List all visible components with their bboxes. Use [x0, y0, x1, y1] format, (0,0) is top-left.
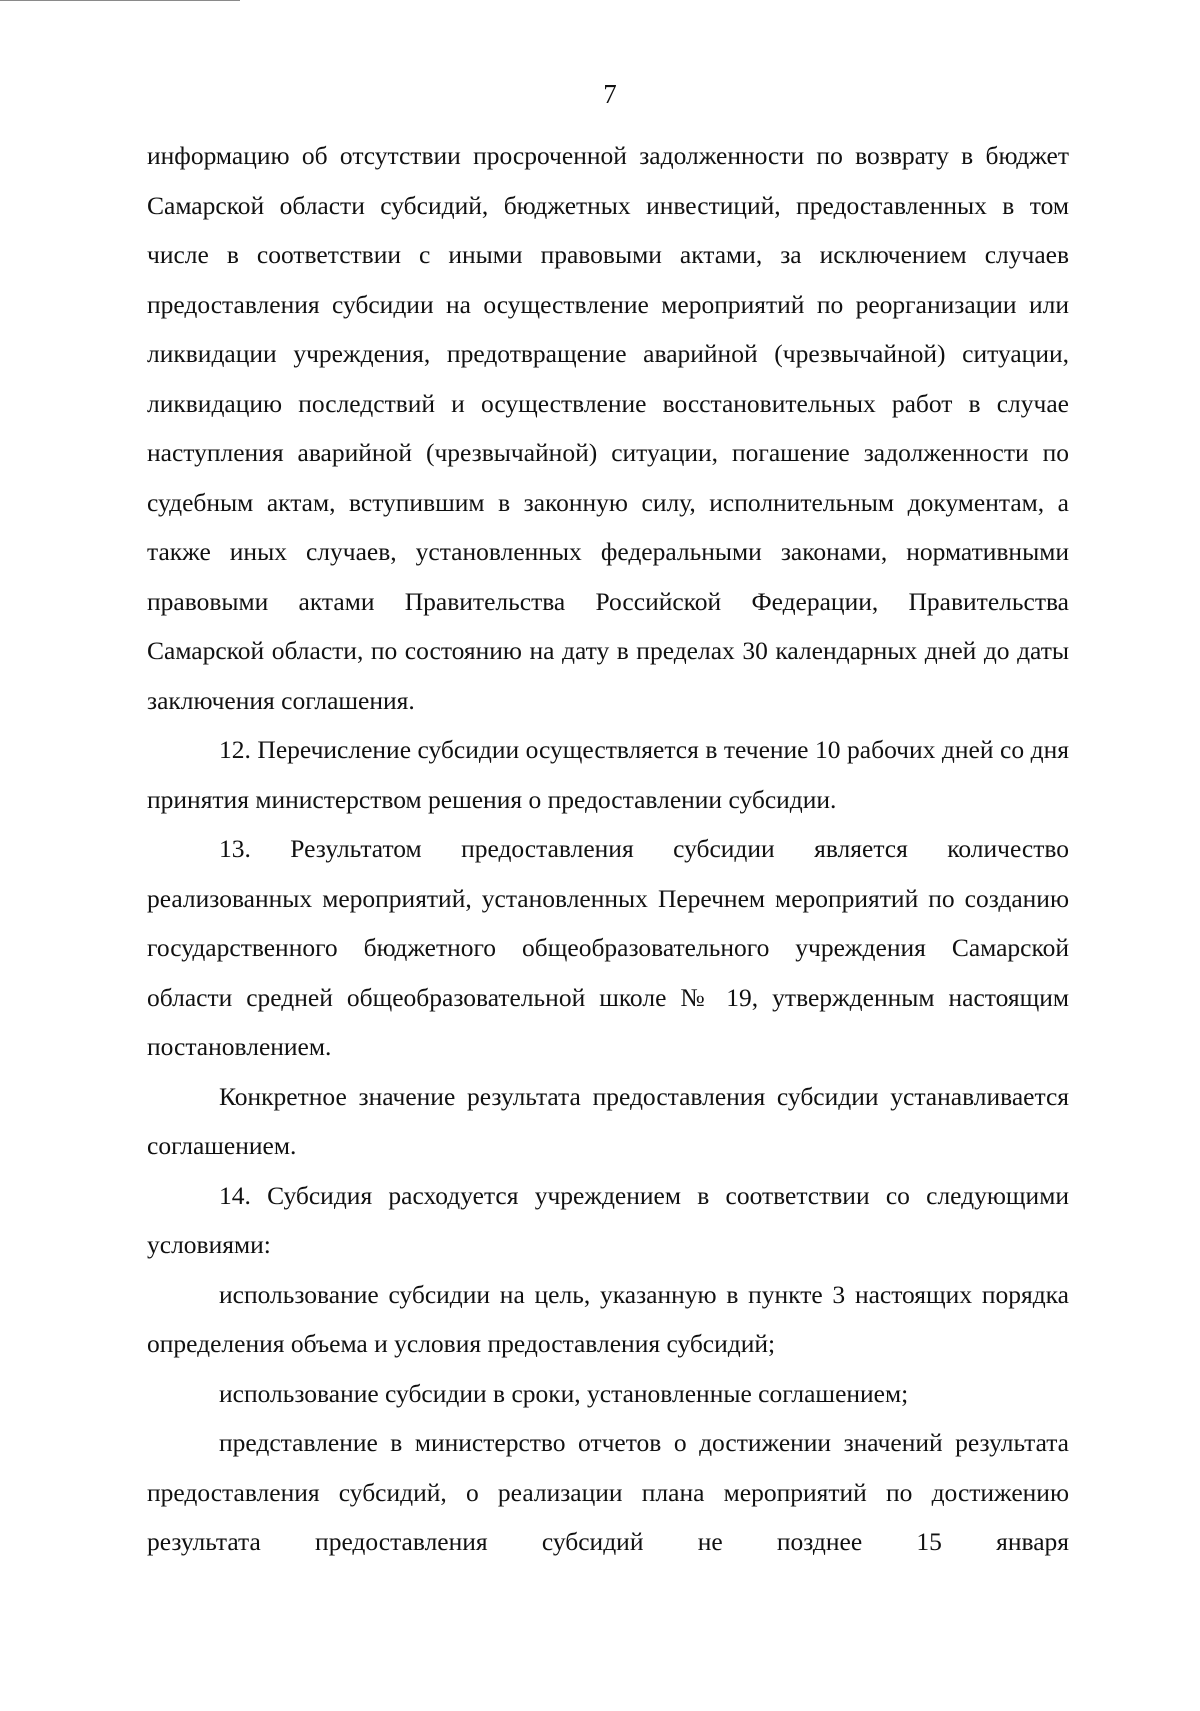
paragraph-item-13: 13. Результатом предоставления субсидии является количество реализованных мероприятий, установленных Перечнем мероприятий по созданию государственного бюджетного общеобразовательного учреждения Самарской области средней общеобразовательной школе № 19, утвержденным настоящим постановлением. — [147, 834, 1069, 1061]
paragraph-condition-terms: использование субсидии в сроки, установленные соглашением; — [219, 1378, 909, 1408]
paragraph-continuation: информацию об отсутствии просроченной задолженности по возврату в бюджет Самарской области субсидий, бюджетных инвестиций, предоставленных в том числе в соответствии с иными правовыми актами, за исключением случаев предоставления субсидии на осуществление мероприятий по реорганизации или ликвидации учреждения, предотвращение аварийной (чрезвычайной) ситуации, ликвидацию последствий и осуществление восстановительных работ в случае наступления аварийной (чрезвычайной) ситуации, погашение задолженности по судебным актам, вступившим в законную силу, исполнительным документам, а также иных случаев, установленных федеральными законами, нормативными правовыми актами Правительства Российской Федерации, Правительства Самарской области, по состоянию на дату в пределах 30 календарных дней до даты заключения соглашения. — [147, 141, 1069, 715]
paragraph-item-12: 12. Перечисление субсидии осуществляется в течение 10 рабочих дней со дня принятия министерством решения о предоставлении субсидии. — [147, 735, 1069, 814]
paragraph-condition-purpose: использование субсидии на цель, указанную в пункте 3 настоящих порядка определения объема и условия предоставления субсидий; — [147, 1279, 1069, 1358]
paragraph-condition-reports: представление в министерство отчетов о достижении значений результата предоставления субсидий, о реализации плана мероприятий по достижению результата предоставления субсидий не позднее 15 января — [147, 1428, 1069, 1556]
paragraph-item-14: 14. Субсидия расходуется учреждением в соответствии со следующими условиями: — [147, 1180, 1069, 1259]
paragraph-result-value: Конкретное значение результата предоставления субсидии устанавливается соглашением. — [147, 1081, 1069, 1160]
document-body — [147, 131, 1069, 1567]
scan-edge-line — [0, 0, 240, 1]
page-number: 7 — [603, 79, 617, 109]
